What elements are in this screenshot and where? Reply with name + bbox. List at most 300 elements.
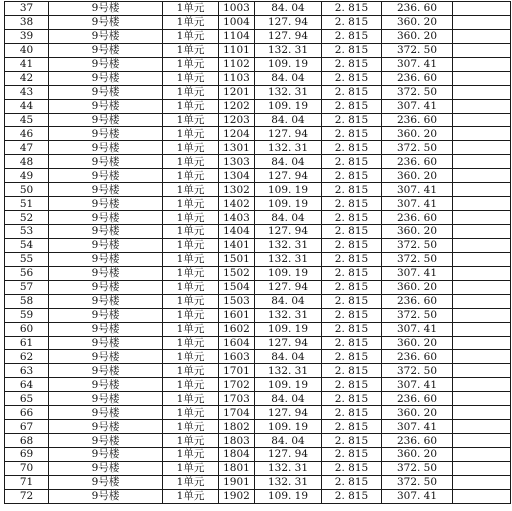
building-cell: 9号楼 bbox=[49, 197, 163, 211]
table-row bbox=[5, 475, 511, 489]
unit-cell: 1单元 bbox=[163, 238, 219, 252]
total-cell: 236. 60 bbox=[382, 2, 453, 16]
empty-cell bbox=[453, 43, 511, 57]
row-number-cell: 40 bbox=[5, 43, 49, 57]
table-row bbox=[5, 489, 511, 503]
empty-cell bbox=[453, 127, 511, 141]
total-cell: 360. 20 bbox=[382, 406, 453, 420]
row-number-cell: 46 bbox=[5, 127, 49, 141]
unit-cell: 1单元 bbox=[163, 197, 219, 211]
room-number-cell: 1202 bbox=[219, 99, 255, 113]
empty-cell bbox=[453, 225, 511, 239]
ratio-cell: 2. 815 bbox=[322, 392, 382, 406]
room-number-cell: 1504 bbox=[219, 280, 255, 294]
ratio-cell: 2. 815 bbox=[322, 183, 382, 197]
area-cell: 127. 94 bbox=[255, 29, 322, 43]
total-cell: 372. 50 bbox=[382, 364, 453, 378]
empty-cell bbox=[453, 238, 511, 252]
table-row bbox=[5, 378, 511, 392]
empty-cell bbox=[453, 29, 511, 43]
area-cell: 84. 04 bbox=[255, 113, 322, 127]
building-cell: 9号楼 bbox=[49, 461, 163, 475]
row-number-cell: 58 bbox=[5, 294, 49, 308]
building-cell: 9号楼 bbox=[49, 99, 163, 113]
ratio-cell: 2. 815 bbox=[322, 127, 382, 141]
unit-cell: 1单元 bbox=[163, 392, 219, 406]
row-number-cell: 72 bbox=[5, 489, 49, 503]
building-cell: 9号楼 bbox=[49, 155, 163, 169]
row-number-cell: 66 bbox=[5, 406, 49, 420]
table-row bbox=[5, 322, 511, 336]
empty-cell bbox=[453, 155, 511, 169]
area-cell: 84. 04 bbox=[255, 392, 322, 406]
building-cell: 9号楼 bbox=[49, 294, 163, 308]
area-cell: 127. 94 bbox=[255, 336, 322, 350]
ratio-cell: 2. 815 bbox=[322, 141, 382, 155]
total-cell: 236. 60 bbox=[382, 392, 453, 406]
row-number-cell: 52 bbox=[5, 211, 49, 225]
ratio-cell: 2. 815 bbox=[322, 406, 382, 420]
row-number-cell: 42 bbox=[5, 71, 49, 85]
ratio-cell: 2. 815 bbox=[322, 211, 382, 225]
row-number-cell: 60 bbox=[5, 322, 49, 336]
total-cell: 236. 60 bbox=[382, 211, 453, 225]
table-row bbox=[5, 113, 511, 127]
unit-cell: 1单元 bbox=[163, 57, 219, 71]
building-cell: 9号楼 bbox=[49, 113, 163, 127]
total-cell: 372. 50 bbox=[382, 85, 453, 99]
ratio-cell: 2. 815 bbox=[322, 29, 382, 43]
empty-cell bbox=[453, 420, 511, 434]
table-row bbox=[5, 15, 511, 29]
building-cell: 9号楼 bbox=[49, 266, 163, 280]
building-cell: 9号楼 bbox=[49, 238, 163, 252]
total-cell: 372. 50 bbox=[382, 238, 453, 252]
room-number-cell: 1604 bbox=[219, 336, 255, 350]
total-cell: 360. 20 bbox=[382, 15, 453, 29]
ratio-cell: 2. 815 bbox=[322, 43, 382, 57]
area-cell: 84. 04 bbox=[255, 71, 322, 85]
empty-cell bbox=[453, 336, 511, 350]
building-cell: 9号楼 bbox=[49, 322, 163, 336]
area-cell: 132. 31 bbox=[255, 238, 322, 252]
row-number-cell: 41 bbox=[5, 57, 49, 71]
room-number-cell: 1101 bbox=[219, 43, 255, 57]
document-page bbox=[4, 1, 510, 504]
room-number-cell: 1602 bbox=[219, 322, 255, 336]
building-cell: 9号楼 bbox=[49, 420, 163, 434]
empty-cell bbox=[453, 406, 511, 420]
area-cell: 132. 31 bbox=[255, 475, 322, 489]
ratio-cell: 2. 815 bbox=[322, 85, 382, 99]
unit-price-table bbox=[4, 1, 511, 504]
ratio-cell: 2. 815 bbox=[322, 434, 382, 448]
building-cell: 9号楼 bbox=[49, 127, 163, 141]
table-row bbox=[5, 308, 511, 322]
empty-cell bbox=[453, 434, 511, 448]
row-number-cell: 55 bbox=[5, 252, 49, 266]
ratio-cell: 2. 815 bbox=[322, 461, 382, 475]
unit-cell: 1单元 bbox=[163, 406, 219, 420]
room-number-cell: 1804 bbox=[219, 448, 255, 462]
unit-cell: 1单元 bbox=[163, 2, 219, 16]
unit-cell: 1单元 bbox=[163, 364, 219, 378]
unit-cell: 1单元 bbox=[163, 141, 219, 155]
empty-cell bbox=[453, 461, 511, 475]
unit-cell: 1单元 bbox=[163, 420, 219, 434]
building-cell: 9号楼 bbox=[49, 71, 163, 85]
empty-cell bbox=[453, 57, 511, 71]
building-cell: 9号楼 bbox=[49, 448, 163, 462]
row-number-cell: 49 bbox=[5, 169, 49, 183]
empty-cell bbox=[453, 183, 511, 197]
area-cell: 127. 94 bbox=[255, 127, 322, 141]
table-row bbox=[5, 461, 511, 475]
table-row bbox=[5, 252, 511, 266]
empty-cell bbox=[453, 308, 511, 322]
unit-cell: 1单元 bbox=[163, 225, 219, 239]
row-number-cell: 57 bbox=[5, 280, 49, 294]
table-row bbox=[5, 43, 511, 57]
total-cell: 307. 41 bbox=[382, 489, 453, 503]
table-row bbox=[5, 266, 511, 280]
row-number-cell: 67 bbox=[5, 420, 49, 434]
total-cell: 236. 60 bbox=[382, 155, 453, 169]
area-cell: 132. 31 bbox=[255, 252, 322, 266]
building-cell: 9号楼 bbox=[49, 475, 163, 489]
area-cell: 84. 04 bbox=[255, 211, 322, 225]
ratio-cell: 2. 815 bbox=[322, 113, 382, 127]
total-cell: 360. 20 bbox=[382, 169, 453, 183]
room-number-cell: 1701 bbox=[219, 364, 255, 378]
unit-cell: 1单元 bbox=[163, 43, 219, 57]
area-cell: 84. 04 bbox=[255, 434, 322, 448]
room-number-cell: 1104 bbox=[219, 29, 255, 43]
row-number-cell: 65 bbox=[5, 392, 49, 406]
total-cell: 307. 41 bbox=[382, 378, 453, 392]
room-number-cell: 1303 bbox=[219, 155, 255, 169]
ratio-cell: 2. 815 bbox=[322, 99, 382, 113]
unit-cell: 1单元 bbox=[163, 308, 219, 322]
total-cell: 360. 20 bbox=[382, 127, 453, 141]
table-row bbox=[5, 2, 511, 16]
ratio-cell: 2. 815 bbox=[322, 475, 382, 489]
building-cell: 9号楼 bbox=[49, 225, 163, 239]
room-number-cell: 1203 bbox=[219, 113, 255, 127]
table-row bbox=[5, 197, 511, 211]
table-row bbox=[5, 127, 511, 141]
building-cell: 9号楼 bbox=[49, 169, 163, 183]
unit-cell: 1单元 bbox=[163, 475, 219, 489]
row-number-cell: 38 bbox=[5, 15, 49, 29]
row-number-cell: 54 bbox=[5, 238, 49, 252]
ratio-cell: 2. 815 bbox=[322, 489, 382, 503]
area-cell: 109. 19 bbox=[255, 489, 322, 503]
ratio-cell: 2. 815 bbox=[322, 322, 382, 336]
ratio-cell: 2. 815 bbox=[322, 294, 382, 308]
building-cell: 9号楼 bbox=[49, 280, 163, 294]
building-cell: 9号楼 bbox=[49, 211, 163, 225]
building-cell: 9号楼 bbox=[49, 57, 163, 71]
unit-cell: 1单元 bbox=[163, 294, 219, 308]
unit-cell: 1单元 bbox=[163, 266, 219, 280]
unit-cell: 1单元 bbox=[163, 211, 219, 225]
empty-cell bbox=[453, 294, 511, 308]
row-number-cell: 48 bbox=[5, 155, 49, 169]
empty-cell bbox=[453, 113, 511, 127]
ratio-cell: 2. 815 bbox=[322, 378, 382, 392]
empty-cell bbox=[453, 2, 511, 16]
unit-cell: 1单元 bbox=[163, 85, 219, 99]
table-row bbox=[5, 350, 511, 364]
unit-cell: 1单元 bbox=[163, 489, 219, 503]
total-cell: 236. 60 bbox=[382, 71, 453, 85]
table-row bbox=[5, 169, 511, 183]
room-number-cell: 1204 bbox=[219, 127, 255, 141]
unit-cell: 1单元 bbox=[163, 378, 219, 392]
building-cell: 9号楼 bbox=[49, 252, 163, 266]
room-number-cell: 1503 bbox=[219, 294, 255, 308]
empty-cell bbox=[453, 489, 511, 503]
total-cell: 360. 20 bbox=[382, 29, 453, 43]
row-number-cell: 51 bbox=[5, 197, 49, 211]
area-cell: 132. 31 bbox=[255, 461, 322, 475]
total-cell: 360. 20 bbox=[382, 225, 453, 239]
table-row bbox=[5, 211, 511, 225]
table-row bbox=[5, 294, 511, 308]
total-cell: 307. 41 bbox=[382, 183, 453, 197]
empty-cell bbox=[453, 85, 511, 99]
total-cell: 236. 60 bbox=[382, 434, 453, 448]
unit-cell: 1单元 bbox=[163, 113, 219, 127]
table-row bbox=[5, 155, 511, 169]
room-number-cell: 1004 bbox=[219, 15, 255, 29]
row-number-cell: 61 bbox=[5, 336, 49, 350]
building-cell: 9号楼 bbox=[49, 308, 163, 322]
table-row bbox=[5, 71, 511, 85]
area-cell: 132. 31 bbox=[255, 85, 322, 99]
building-cell: 9号楼 bbox=[49, 489, 163, 503]
room-number-cell: 1003 bbox=[219, 2, 255, 16]
total-cell: 372. 50 bbox=[382, 43, 453, 57]
ratio-cell: 2. 815 bbox=[322, 336, 382, 350]
empty-cell bbox=[453, 99, 511, 113]
empty-cell bbox=[453, 322, 511, 336]
room-number-cell: 1404 bbox=[219, 225, 255, 239]
area-cell: 109. 19 bbox=[255, 183, 322, 197]
table-body bbox=[5, 2, 511, 504]
unit-cell: 1单元 bbox=[163, 71, 219, 85]
total-cell: 236. 60 bbox=[382, 113, 453, 127]
row-number-cell: 44 bbox=[5, 99, 49, 113]
ratio-cell: 2. 815 bbox=[322, 2, 382, 16]
empty-cell bbox=[453, 15, 511, 29]
table-row bbox=[5, 364, 511, 378]
area-cell: 109. 19 bbox=[255, 378, 322, 392]
room-number-cell: 1502 bbox=[219, 266, 255, 280]
area-cell: 132. 31 bbox=[255, 43, 322, 57]
room-number-cell: 1801 bbox=[219, 461, 255, 475]
row-number-cell: 68 bbox=[5, 434, 49, 448]
table-row bbox=[5, 183, 511, 197]
table-row bbox=[5, 141, 511, 155]
ratio-cell: 2. 815 bbox=[322, 238, 382, 252]
building-cell: 9号楼 bbox=[49, 43, 163, 57]
area-cell: 109. 19 bbox=[255, 266, 322, 280]
ratio-cell: 2. 815 bbox=[322, 364, 382, 378]
room-number-cell: 1703 bbox=[219, 392, 255, 406]
empty-cell bbox=[453, 280, 511, 294]
row-number-cell: 37 bbox=[5, 2, 49, 16]
total-cell: 236. 60 bbox=[382, 350, 453, 364]
table-row bbox=[5, 99, 511, 113]
table-row bbox=[5, 420, 511, 434]
ratio-cell: 2. 815 bbox=[322, 225, 382, 239]
empty-cell bbox=[453, 364, 511, 378]
unit-cell: 1单元 bbox=[163, 183, 219, 197]
row-number-cell: 59 bbox=[5, 308, 49, 322]
total-cell: 372. 50 bbox=[382, 141, 453, 155]
ratio-cell: 2. 815 bbox=[322, 350, 382, 364]
total-cell: 307. 41 bbox=[382, 266, 453, 280]
room-number-cell: 1603 bbox=[219, 350, 255, 364]
table-row bbox=[5, 434, 511, 448]
empty-cell bbox=[453, 197, 511, 211]
ratio-cell: 2. 815 bbox=[322, 266, 382, 280]
ratio-cell: 2. 815 bbox=[322, 308, 382, 322]
ratio-cell: 2. 815 bbox=[322, 197, 382, 211]
table-row bbox=[5, 85, 511, 99]
building-cell: 9号楼 bbox=[49, 392, 163, 406]
area-cell: 109. 19 bbox=[255, 322, 322, 336]
building-cell: 9号楼 bbox=[49, 336, 163, 350]
unit-cell: 1单元 bbox=[163, 336, 219, 350]
table-row bbox=[5, 280, 511, 294]
building-cell: 9号楼 bbox=[49, 141, 163, 155]
unit-cell: 1单元 bbox=[163, 169, 219, 183]
building-cell: 9号楼 bbox=[49, 183, 163, 197]
room-number-cell: 1704 bbox=[219, 406, 255, 420]
row-number-cell: 47 bbox=[5, 141, 49, 155]
area-cell: 84. 04 bbox=[255, 294, 322, 308]
ratio-cell: 2. 815 bbox=[322, 252, 382, 266]
building-cell: 9号楼 bbox=[49, 434, 163, 448]
total-cell: 372. 50 bbox=[382, 252, 453, 266]
room-number-cell: 1802 bbox=[219, 420, 255, 434]
row-number-cell: 63 bbox=[5, 364, 49, 378]
total-cell: 360. 20 bbox=[382, 336, 453, 350]
empty-cell bbox=[453, 211, 511, 225]
area-cell: 127. 94 bbox=[255, 448, 322, 462]
total-cell: 307. 41 bbox=[382, 322, 453, 336]
area-cell: 84. 04 bbox=[255, 350, 322, 364]
total-cell: 307. 41 bbox=[382, 420, 453, 434]
ratio-cell: 2. 815 bbox=[322, 155, 382, 169]
row-number-cell: 69 bbox=[5, 448, 49, 462]
unit-cell: 1单元 bbox=[163, 350, 219, 364]
table-row bbox=[5, 448, 511, 462]
area-cell: 109. 19 bbox=[255, 99, 322, 113]
empty-cell bbox=[453, 252, 511, 266]
table-row bbox=[5, 336, 511, 350]
building-cell: 9号楼 bbox=[49, 15, 163, 29]
total-cell: 307. 41 bbox=[382, 197, 453, 211]
room-number-cell: 1201 bbox=[219, 85, 255, 99]
unit-cell: 1单元 bbox=[163, 99, 219, 113]
area-cell: 84. 04 bbox=[255, 2, 322, 16]
total-cell: 372. 50 bbox=[382, 308, 453, 322]
unit-cell: 1单元 bbox=[163, 252, 219, 266]
building-cell: 9号楼 bbox=[49, 2, 163, 16]
area-cell: 109. 19 bbox=[255, 57, 322, 71]
unit-cell: 1单元 bbox=[163, 434, 219, 448]
ratio-cell: 2. 815 bbox=[322, 420, 382, 434]
area-cell: 127. 94 bbox=[255, 225, 322, 239]
empty-cell bbox=[453, 169, 511, 183]
area-cell: 132. 31 bbox=[255, 141, 322, 155]
unit-cell: 1单元 bbox=[163, 461, 219, 475]
empty-cell bbox=[453, 266, 511, 280]
building-cell: 9号楼 bbox=[49, 406, 163, 420]
area-cell: 132. 31 bbox=[255, 308, 322, 322]
row-number-cell: 53 bbox=[5, 225, 49, 239]
room-number-cell: 1301 bbox=[219, 141, 255, 155]
empty-cell bbox=[453, 475, 511, 489]
row-number-cell: 71 bbox=[5, 475, 49, 489]
room-number-cell: 1401 bbox=[219, 238, 255, 252]
building-cell: 9号楼 bbox=[49, 364, 163, 378]
room-number-cell: 1403 bbox=[219, 211, 255, 225]
room-number-cell: 1901 bbox=[219, 475, 255, 489]
room-number-cell: 1702 bbox=[219, 378, 255, 392]
ratio-cell: 2. 815 bbox=[322, 448, 382, 462]
area-cell: 127. 94 bbox=[255, 406, 322, 420]
empty-cell bbox=[453, 392, 511, 406]
unit-cell: 1单元 bbox=[163, 127, 219, 141]
row-number-cell: 43 bbox=[5, 85, 49, 99]
building-cell: 9号楼 bbox=[49, 29, 163, 43]
unit-cell: 1单元 bbox=[163, 448, 219, 462]
room-number-cell: 1102 bbox=[219, 57, 255, 71]
empty-cell bbox=[453, 141, 511, 155]
total-cell: 372. 50 bbox=[382, 461, 453, 475]
area-cell: 132. 31 bbox=[255, 364, 322, 378]
total-cell: 236. 60 bbox=[382, 294, 453, 308]
area-cell: 109. 19 bbox=[255, 420, 322, 434]
building-cell: 9号楼 bbox=[49, 350, 163, 364]
row-number-cell: 39 bbox=[5, 29, 49, 43]
room-number-cell: 1803 bbox=[219, 434, 255, 448]
area-cell: 127. 94 bbox=[255, 15, 322, 29]
empty-cell bbox=[453, 378, 511, 392]
ratio-cell: 2. 815 bbox=[322, 57, 382, 71]
room-number-cell: 1304 bbox=[219, 169, 255, 183]
area-cell: 127. 94 bbox=[255, 280, 322, 294]
building-cell: 9号楼 bbox=[49, 85, 163, 99]
total-cell: 307. 41 bbox=[382, 99, 453, 113]
ratio-cell: 2. 815 bbox=[322, 71, 382, 85]
building-cell: 9号楼 bbox=[49, 378, 163, 392]
unit-cell: 1单元 bbox=[163, 155, 219, 169]
room-number-cell: 1402 bbox=[219, 197, 255, 211]
room-number-cell: 1902 bbox=[219, 489, 255, 503]
row-number-cell: 56 bbox=[5, 266, 49, 280]
unit-cell: 1单元 bbox=[163, 29, 219, 43]
row-number-cell: 70 bbox=[5, 461, 49, 475]
area-cell: 109. 19 bbox=[255, 197, 322, 211]
total-cell: 360. 20 bbox=[382, 280, 453, 294]
row-number-cell: 45 bbox=[5, 113, 49, 127]
